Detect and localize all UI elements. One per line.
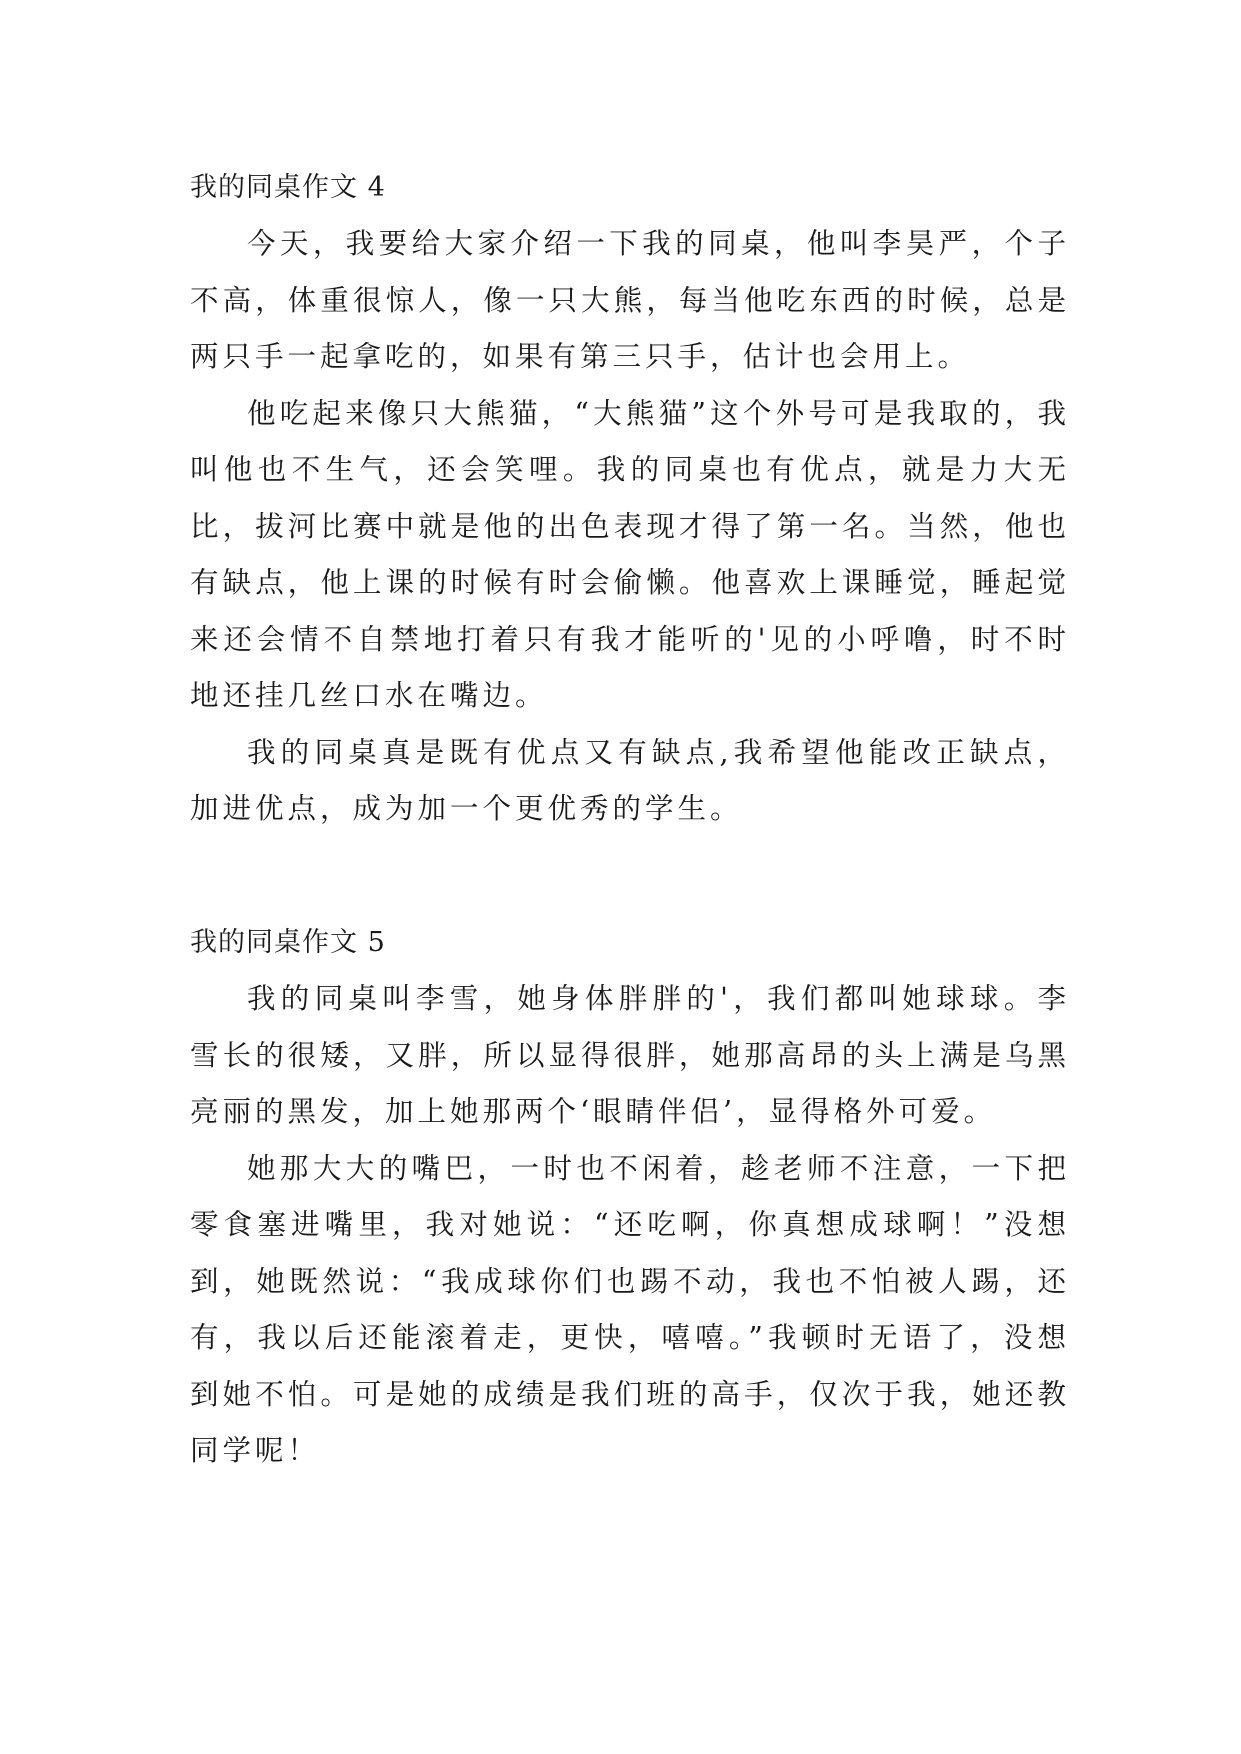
essay-title: 我的同桌作文 5 <box>190 927 386 958</box>
essay-paragraph: 她那大大的嘴巴，一时也不闲着，趁老师不注意，一下把零食塞进嘴里，我对她说：“还吃啊，你真想成球啊！”没想到，她既然说：“我成球你们也踢不动，我也不怕被人踢，还有，我以后还能滚着走，更快，嘻嘻。”我顿时无语了，没想到她不怕。可是她的成绩是我们班的高手，仅次于我，她还教同学呢！ <box>190 1151 1070 1467</box>
essay-title: 我的同桌作文 4 <box>190 172 386 203</box>
essay-paragraph: 我的同桌叫李雪，她身体胖胖的'，我们都叫她球球。李雪长的很矮，又胖，所以显得很胖，她那高昂的头上满是乌黑亮丽的黑发，加上她那两个‘眼睛伴侣’，显得格外可爱。 <box>190 982 1070 1128</box>
essay-section-5 <box>190 915 1070 1480</box>
essay-paragraph: 今天，我要给大家介绍一下我的同桌，他叫李昊严，个子不高，体重很惊人，像一只大熊，每当他吃东西的时候，总是两只手一起拿吃的，如果有第三只手，估计也会用上。 <box>190 227 1070 373</box>
essay-section-4 <box>190 160 1070 838</box>
essay-paragraph: 他吃起来像只大熊猫，“大熊猫”这个外号可是我取的，我叫他也不生气，还会笑哩。我的同桌也有优点，就是力大无比，拔河比赛中就是他的出色表现才得了第一名。当然，他也有缺点，他上课的时候有时会偷懒。他喜欢上课睡觉，睡起觉来还会情不自禁地打着只有我才能听的'见的小呼噜，时不时地还挂几丝口水在嘴边。 <box>190 396 1070 712</box>
essay-paragraph: 我的同桌真是既有优点又有缺点,我希望他能改正缺点，加进优点，成为加一个更优秀的学生。 <box>190 735 1070 825</box>
